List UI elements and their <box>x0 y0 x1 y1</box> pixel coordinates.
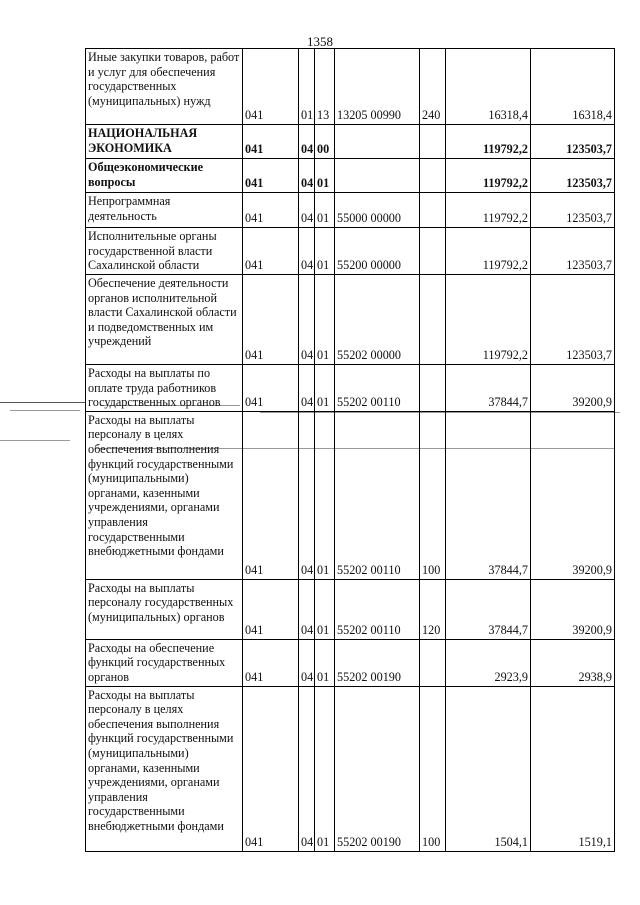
row-name: Расходы на обеспечение функций государственных органов <box>86 639 243 686</box>
subsection-code: 01 <box>315 159 335 193</box>
sum-year-1: 119792,2 <box>446 275 531 365</box>
expense-type-code <box>420 159 446 193</box>
sum-year-1: 2923,9 <box>446 639 531 686</box>
target-article-code: 55000 00000 <box>335 193 420 228</box>
target-article-code: 55202 00110 <box>335 365 420 412</box>
expense-type-code <box>420 125 446 159</box>
sum-year-2: 123503,7 <box>531 159 615 193</box>
sum-year-2: 39200,9 <box>531 411 615 579</box>
subsection-code: 01 <box>315 639 335 686</box>
table-row <box>86 411 615 579</box>
grbs-code: 041 <box>243 228 299 275</box>
target-article-code: 55202 00110 <box>335 579 420 639</box>
table-row <box>86 125 615 159</box>
budget-table <box>85 48 615 852</box>
row-name: Расходы на выплаты персоналу в целях обеспечения выполнения функций государственными (муниципальными) органами, казенными учреждениями, органами управления государственными внебюджетными фондами <box>86 411 243 579</box>
expense-type-code <box>420 639 446 686</box>
grbs-code: 041 <box>243 125 299 159</box>
sum-year-2: 39200,9 <box>531 579 615 639</box>
expense-type-code <box>420 365 446 412</box>
grbs-code: 041 <box>243 365 299 412</box>
expense-type-code: 100 <box>420 686 446 851</box>
target-article-code: 55202 00000 <box>335 275 420 365</box>
grbs-code: 041 <box>243 411 299 579</box>
sum-year-1: 37844,7 <box>446 365 531 412</box>
subsection-code: 01 <box>315 686 335 851</box>
grbs-code: 041 <box>243 686 299 851</box>
target-article-code: 13205 00990 <box>335 49 420 125</box>
grbs-code: 041 <box>243 49 299 125</box>
section-code: 04 <box>299 193 315 228</box>
section-code: 04 <box>299 275 315 365</box>
table-row <box>86 49 615 125</box>
scan-artifact-line <box>0 440 70 441</box>
page-number: 1358 <box>307 34 333 49</box>
expense-type-code: 100 <box>420 411 446 579</box>
row-name: Расходы на выплаты по оплате труда работников государственных органов <box>86 365 243 412</box>
scan-artifact-line <box>10 410 80 411</box>
sum-year-1: 119792,2 <box>446 159 531 193</box>
sum-year-2: 2938,9 <box>531 639 615 686</box>
grbs-code: 041 <box>243 639 299 686</box>
row-name: Расходы на выплаты персоналу государственных (муниципальных) органов <box>86 579 243 639</box>
sum-year-2: 16318,4 <box>531 49 615 125</box>
target-article-code: 55202 00110 <box>335 411 420 579</box>
section-code: 04 <box>299 228 315 275</box>
sum-year-1: 16318,4 <box>446 49 531 125</box>
sum-year-1: 37844,7 <box>446 579 531 639</box>
sum-year-2: 39200,9 <box>531 365 615 412</box>
row-name: НАЦИОНАЛЬНАЯ ЭКОНОМИКА <box>86 125 243 159</box>
row-name: Общеэкономические вопросы <box>86 159 243 193</box>
table-row <box>86 639 615 686</box>
sum-year-1: 37844,7 <box>446 411 531 579</box>
target-article-code: 55200 00000 <box>335 228 420 275</box>
grbs-code: 041 <box>243 193 299 228</box>
sum-year-2: 123503,7 <box>531 125 615 159</box>
table-row <box>86 686 615 851</box>
grbs-code: 041 <box>243 159 299 193</box>
section-code: 04 <box>299 159 315 193</box>
section-code: 04 <box>299 639 315 686</box>
row-name: Исполнительные органы государственной власти Сахалинской области <box>86 228 243 275</box>
table-row <box>86 193 615 228</box>
section-code: 04 <box>299 411 315 579</box>
table-row <box>86 159 615 193</box>
expense-type-code: 240 <box>420 49 446 125</box>
sum-year-1: 119792,2 <box>446 125 531 159</box>
sum-year-1: 1504,1 <box>446 686 531 851</box>
sum-year-1: 119792,2 <box>446 228 531 275</box>
section-code: 04 <box>299 125 315 159</box>
sum-year-1: 119792,2 <box>446 193 531 228</box>
table-row <box>86 365 615 412</box>
grbs-code: 041 <box>243 275 299 365</box>
table-row <box>86 275 615 365</box>
target-article-code: 55202 00190 <box>335 686 420 851</box>
row-name: Обеспечение деятельности органов исполнительной власти Сахалинской области и подведомственных им учреждений <box>86 275 243 365</box>
expense-type-code <box>420 228 446 275</box>
table-row <box>86 228 615 275</box>
subsection-code: 00 <box>315 125 335 159</box>
target-article-code <box>335 125 420 159</box>
sum-year-2: 1519,1 <box>531 686 615 851</box>
target-article-code: 55202 00190 <box>335 639 420 686</box>
sum-year-2: 123503,7 <box>531 275 615 365</box>
scan-artifact-line <box>0 402 85 403</box>
sum-year-2: 123503,7 <box>531 193 615 228</box>
table-row <box>86 579 615 639</box>
section-code: 04 <box>299 365 315 412</box>
sum-year-2: 123503,7 <box>531 228 615 275</box>
row-name: Расходы на выплаты персоналу в целях обеспечения выполнения функций государственными (муниципальными) органами, казенными учреждениями, органами управления государственными внебюджетными фондами <box>86 686 243 851</box>
subsection-code: 13 <box>315 49 335 125</box>
grbs-code: 041 <box>243 579 299 639</box>
section-code: 04 <box>299 579 315 639</box>
subsection-code: 01 <box>315 579 335 639</box>
subsection-code: 01 <box>315 275 335 365</box>
subsection-code: 01 <box>315 365 335 412</box>
section-code: 04 <box>299 686 315 851</box>
expense-type-code: 120 <box>420 579 446 639</box>
expense-type-code <box>420 193 446 228</box>
target-article-code <box>335 159 420 193</box>
row-name: Иные закупки товаров, работ и услуг для обеспечения государственных (муниципальных) нужд <box>86 49 243 125</box>
subsection-code: 01 <box>315 228 335 275</box>
subsection-code: 01 <box>315 193 335 228</box>
row-name: Непрограммная деятельность <box>86 193 243 228</box>
section-code: 01 <box>299 49 315 125</box>
expense-type-code <box>420 275 446 365</box>
subsection-code: 01 <box>315 411 335 579</box>
